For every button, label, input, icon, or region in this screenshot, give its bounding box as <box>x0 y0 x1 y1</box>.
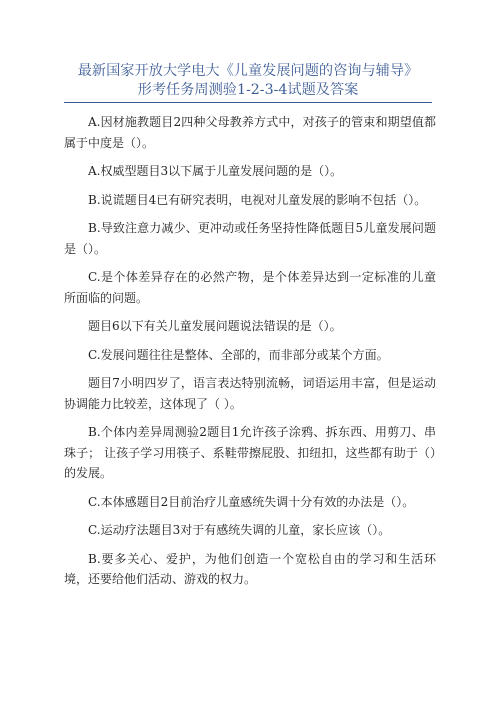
paragraph: A.权威型题目3以下属于儿童发展问题的是（）。 <box>88 164 343 178</box>
title-line-1: 最新国家开放大学电大《儿童发展问题的咨询与辅导》 <box>77 63 419 79</box>
paragraph: C.是个体差异存在的必然产物，是个体差异达到一定标准的儿童所面临的问题。 <box>64 270 436 305</box>
paragraph: B.说谎题目4已有研究表明，电视对儿童发展的影响不包括（）。 <box>88 192 427 207</box>
paragraph: C.本体感题目2目前治疗儿童感统失调十分有效的办法是（）。 <box>88 494 415 509</box>
paragraph: C.运动疗法题目3对于有感统失调的儿童，家长应该（）。 <box>88 523 391 537</box>
paragraph: 题目6以下有关儿童发展问题说法错误的是（）。 <box>88 319 342 333</box>
document-title <box>0 62 496 100</box>
paragraph: A.因材施教题目2四种父母教养方式中，对孩子的管束和期望值都属于中度是（）。 <box>64 115 436 150</box>
paragraph: B.导致注意力减少、更冲动或任务坚持性降低题目5儿童发展问题是（）。 <box>64 221 436 256</box>
paragraph: 题目7小明四岁了，语言表达特别流畅，词语运用丰富，但是运动协调能力比较差，这体现了（ ）。 <box>64 376 436 411</box>
paragraph: B.要多关心、爱护，为他们创造一个宽松自由的学习和生活环境，还要给他们活动、游戏的权力。 <box>64 551 436 586</box>
paragraph: C.发展问题往往是整体、全部的，而非部分或某个方面。 <box>88 347 389 362</box>
title-line-2: 形考任务周测验1-2-3-4试题及答案 <box>137 82 359 98</box>
title-divider <box>64 102 432 103</box>
paragraph: B.个体内差异周测验2题目1允许孩子涂鸦、拆东西、用剪刀、串珠子； 让孩子学习用筷子、系鞋带擦屁股、扣纽扣，这些都有助于（）的发展。 <box>64 425 436 480</box>
document-body <box>64 112 436 598</box>
